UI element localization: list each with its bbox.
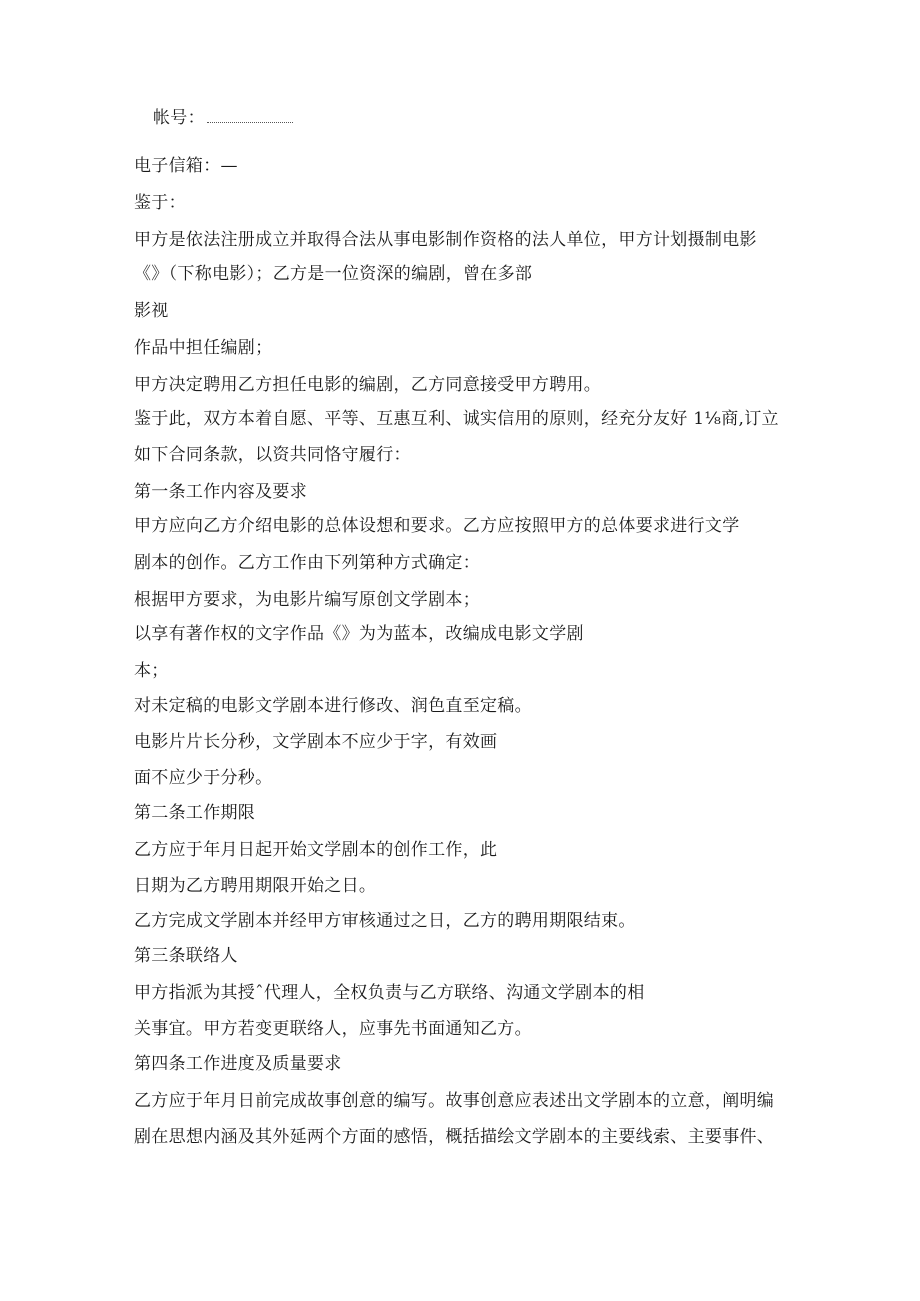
article-4-heading: 第四条工作进度及质量要求 <box>134 1054 342 1074</box>
article-3-heading: 第三条联络人 <box>134 946 238 966</box>
article-1-heading: 第一条工作内容及要求 <box>134 482 307 502</box>
paragraph-line: 乙方完成文学剧本并经甲方审核通过之日，乙方的聘用期限结束。 <box>134 911 636 931</box>
paragraph-line: 《》（下称电影）；乙方是一位资深的编剧，曾在多部 <box>134 264 533 284</box>
paragraph-line: 对未定稿的电影文学剧本进行修改、润色直至定稿。 <box>134 696 532 716</box>
paragraph-line: 影视 <box>134 301 169 321</box>
email-line: 电子信箱：— <box>134 156 238 176</box>
paragraph-line: 日期为乙方聘用期限开始之日。 <box>134 876 377 896</box>
paragraph-line: 电影片片长分秒，文学剧本不应少于字，有效画 <box>134 732 498 752</box>
account-line <box>153 106 293 130</box>
account-label: 帐号： <box>153 108 205 128</box>
article-2-heading: 第二条工作期限 <box>134 803 256 823</box>
account-blank-field <box>207 108 293 123</box>
whereas-heading: 鉴于： <box>134 193 186 213</box>
paragraph-line: 甲方是依法注册成立并取得合法从事电影制作资格的法人单位，甲方计划摄制电影 <box>134 230 757 250</box>
paragraph-line: 作品中担任编剧； <box>134 338 273 358</box>
paragraph-line: 甲方决定聘用乙方担任电影的编剧，乙方同意接受甲方聘用。 <box>134 375 602 395</box>
paragraph-line: 面不应少于分秒。 <box>134 768 273 788</box>
paragraph-line: 剧本的创作。乙方工作由下列第种方式确定： <box>134 553 480 573</box>
paragraph-line: 根据甲方要求，为电影片编写原创文学剧本； <box>134 590 480 610</box>
paragraph-line: 以享有著作权的文字作品《》为为蓝本，改编成电影文学剧 <box>134 624 584 644</box>
paragraph-line: 甲方应向乙方介绍电影的总体设想和要求。乙方应按照甲方的总体要求进行文学 <box>134 516 740 536</box>
paragraph-line: 剧在思想内涵及其外延两个方面的感悟，概括描绘文学剧本的主要线索、主要事件、 <box>134 1127 775 1147</box>
paragraph-line: 乙方应于年月日前完成故事创意的编写。故事创意应表述出文学剧本的立意，阐明编 <box>134 1091 775 1111</box>
paragraph-line: 关事宜。甲方若变更联络人，应事先书面通知乙方。 <box>134 1019 532 1039</box>
paragraph-line: 鉴于此，双方本着自愿、平等、互惠互利、诚实信用的原则，经充分友好 1⅛商,订立 <box>134 409 779 429</box>
paragraph-line: 甲方指派为其授ˆ代理人，全权负责与乙方联络、沟通文学剧本的相 <box>134 983 645 1003</box>
paragraph-line: 本； <box>134 661 169 681</box>
paragraph-line: 如下合同条款，以资共同恪守履行： <box>134 445 411 465</box>
paragraph-line: 乙方应于年月日起开始文学剧本的创作工作，此 <box>134 840 498 860</box>
